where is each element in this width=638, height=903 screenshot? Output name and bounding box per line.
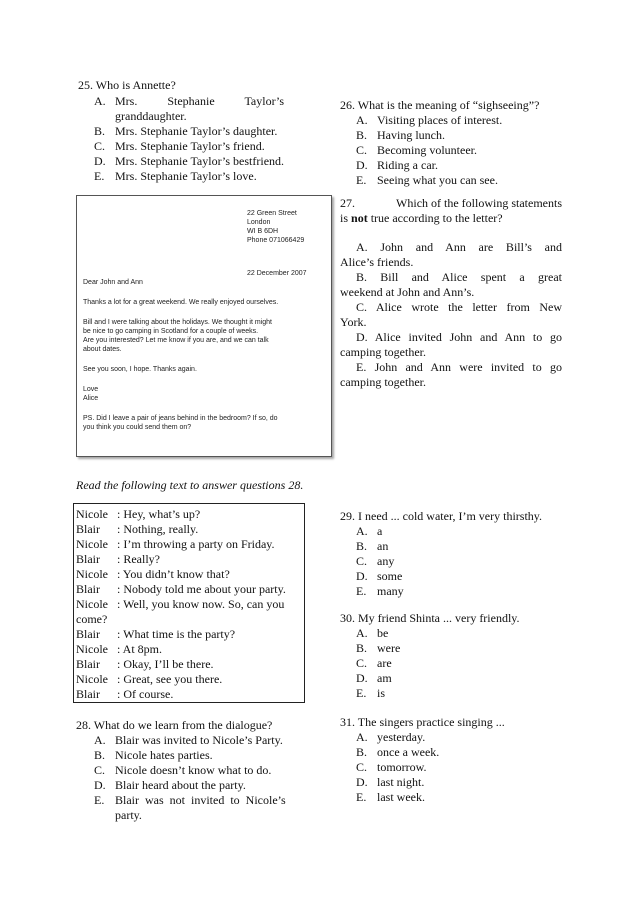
option-text: Having lunch. (377, 128, 445, 142)
dialogue-text: : Of course. (117, 687, 174, 701)
letter-paragraph-1: Thanks a lot for a great weekend. We really enjoyed ourselves. (83, 299, 279, 306)
option-letter: E. (356, 686, 367, 700)
option-line: weekend at John and Ann’s. (340, 285, 475, 299)
dialogue-speaker: Nicole (76, 642, 108, 656)
dialogue-text: : Okay, I’ll be there. (117, 657, 214, 671)
option-text: Blair heard about the party. (115, 778, 246, 792)
option-text: some (377, 569, 403, 583)
q27-option-b[interactable] (340, 270, 562, 300)
q27-stem-rest: true according to the letter? (370, 211, 503, 225)
option-letter: A. (356, 730, 368, 744)
option-letter: E. (94, 793, 105, 807)
option-letter: A. (356, 113, 368, 127)
q27-option-c[interactable] (340, 300, 562, 330)
option-text: once a week. (377, 745, 440, 759)
q28-stem: 28. What do we learn from the dialogue? (76, 718, 273, 732)
option-line: A. John and Ann are Bill’s and (356, 240, 562, 254)
q27-option-e[interactable] (340, 360, 562, 390)
option-text: Riding a car. (377, 158, 438, 172)
letter-greeting: Dear John and Ann (83, 279, 143, 286)
letter-paragraph-3: See you soon, I hope. Thanks again. (83, 366, 197, 373)
option-text: last week. (377, 790, 425, 804)
option-text: am (377, 671, 392, 685)
option-text: a (377, 524, 383, 538)
reading-instruction: Read the following text to answer questions 28. (76, 478, 304, 492)
option-line: D. Alice invited John and Ann to go (356, 330, 562, 344)
dialogue-text: : Well, you know now. So, can you (117, 597, 285, 611)
option-text: Nicole hates parties. (115, 748, 213, 762)
dialogue-box (73, 503, 305, 703)
option-letter: C. (356, 656, 368, 670)
letter-address-line: Phone 071066429 (247, 237, 305, 244)
option-letter: A. (94, 733, 106, 747)
option-letter: A. (356, 524, 368, 538)
option-text: Seeing what you can see. (377, 173, 498, 187)
option-line: B. Bill and Alice spent a great (356, 270, 562, 284)
dialogue-text: : Nothing, really. (117, 522, 199, 536)
option-line: C. Alice wrote the letter from New (356, 300, 562, 314)
q27-stem-not: not (351, 211, 368, 225)
option-text: yesterday. (377, 730, 426, 744)
q31-stem: 31. The singers practice singing ... (340, 715, 505, 729)
q25-stem: 25. Who is Annette? (78, 78, 176, 92)
option-text: are (377, 656, 392, 670)
option-text: Mrs. Stephanie Taylor’s love. (115, 169, 257, 183)
option-text: is (377, 686, 386, 700)
letter-date: 22 December 2007 (247, 270, 307, 277)
q27-number: 27. (340, 196, 355, 210)
q30-stem: 30. My friend Shinta ... very friendly. (340, 611, 520, 625)
option-text: an (377, 539, 389, 553)
letter-paragraph-2-line: Are you interested? Let me know if you are, and we can talk (83, 337, 269, 344)
option-text: Visiting places of interest. (377, 113, 503, 127)
letter-paragraph-2-line: be nice to go camping in Scotland for a couple of weeks. (83, 328, 259, 335)
dialogue-speaker: Blair (76, 657, 100, 671)
q27-stem-text: Which of the following statements (396, 196, 562, 210)
letter-ps-line: PS. Did I leave a pair of jeans behind in the bedroom? If so, do (83, 415, 278, 422)
option-text: Mrs. Stephanie Taylor’s (115, 94, 285, 108)
option-text: Nicole doesn’t know what to do. (115, 763, 272, 777)
option-text: last night. (377, 775, 425, 789)
letter-address-line: WI B 6DH (247, 228, 279, 235)
option-letter: D. (356, 569, 368, 583)
option-text: tomorrow. (377, 760, 427, 774)
letter-address-line: London (247, 219, 271, 226)
q27-option-a[interactable] (340, 240, 562, 270)
dialogue-text: : What time is the party? (117, 627, 236, 641)
option-text: Blair was not invited to Nicole’s (115, 793, 286, 807)
option-text: any (377, 554, 395, 568)
option-letter: C. (356, 554, 368, 568)
dialogue-speaker: Blair (76, 687, 100, 701)
dialogue-speaker: Blair (76, 627, 100, 641)
option-letter: B. (356, 745, 368, 759)
option-line: camping together. (340, 375, 426, 389)
q27-stem-is: is (340, 211, 349, 225)
dialogue-speaker: Nicole (76, 507, 108, 521)
dialogue-speaker: Nicole (76, 567, 108, 581)
letter-closing: Love (83, 386, 99, 393)
option-letter: D. (356, 775, 368, 789)
option-line: camping together. (340, 345, 426, 359)
option-letter: C. (356, 143, 368, 157)
dialogue-text: : Hey, what’s up? (117, 507, 201, 521)
option-text: Mrs. Stephanie Taylor’s bestfriend. (115, 154, 285, 168)
letter-image (76, 195, 332, 457)
option-letter: A. (94, 94, 106, 108)
option-letter: E. (356, 173, 367, 187)
option-line: E. John and Ann were invited to go (356, 360, 562, 374)
option-letter: D. (356, 158, 368, 172)
option-letter: E. (356, 790, 367, 804)
option-text: Blair was invited to Nicole’s Party. (115, 733, 283, 747)
letter-paragraph-2-line: Bill and I were talking about the holidays. We thought it might (83, 319, 272, 326)
option-letter: B. (356, 539, 368, 553)
option-letter: B. (94, 748, 106, 762)
dialogue-text: : I’m throwing a party on Friday. (117, 537, 275, 551)
option-letter: E. (356, 584, 367, 598)
letter-signature: Alice (83, 395, 99, 402)
option-letter: C. (94, 139, 106, 153)
q29-stem: 29. I need ... cold water, I’m very thirsthy. (340, 509, 543, 523)
option-letter: C. (94, 763, 106, 777)
dialogue-text: : Really? (117, 552, 160, 566)
option-letter: C. (356, 760, 368, 774)
dialogue-text: : Nobody told me about your party. (117, 582, 286, 596)
dialogue-text: : Great, see you there. (117, 672, 223, 686)
option-text: party. (115, 808, 142, 822)
option-text: many (377, 584, 404, 598)
q26-stem: 26. What is the meaning of “sighseeing”? (340, 98, 540, 112)
option-letter: A. (356, 626, 368, 640)
option-letter: B. (94, 124, 106, 138)
option-line: York. (340, 315, 367, 329)
dialogue-speaker: Nicole (76, 672, 108, 686)
option-letter: E. (94, 169, 105, 183)
option-text: Becoming volunteer. (377, 143, 477, 157)
option-text: granddaughter. (115, 109, 187, 123)
option-letter: D. (94, 778, 106, 792)
dialogue-speaker: Nicole (76, 597, 108, 611)
letter-paragraph-2-line: about dates. (83, 346, 122, 353)
dialogue-text: : You didn’t know that? (117, 567, 230, 581)
option-letter: D. (356, 671, 368, 685)
dialogue-speaker: Blair (76, 522, 100, 536)
option-text: were (377, 641, 401, 655)
option-text: be (377, 626, 389, 640)
option-line: Alice’s friends. (340, 255, 414, 269)
letter-ps-line: you think you could send them on? (83, 424, 192, 431)
dialogue-speaker: Blair (76, 552, 100, 566)
option-letter: D. (94, 154, 106, 168)
dialogue-speaker: Nicole (76, 537, 108, 551)
option-text: Mrs. Stephanie Taylor’s daughter. (115, 124, 278, 138)
dialogue-speaker: Blair (76, 582, 100, 596)
dialogue-continuation: come? (76, 612, 108, 626)
letter-address-line: 22 Green Street (247, 210, 297, 217)
q27-stem-line2 (340, 211, 503, 226)
q27-stem-line1 (340, 196, 562, 211)
option-text: Mrs. Stephanie Taylor’s friend. (115, 139, 265, 153)
dialogue-text: : At 8pm. (117, 642, 163, 656)
q27-option-d[interactable] (340, 330, 562, 360)
option-letter: B. (356, 641, 368, 655)
option-letter: B. (356, 128, 368, 142)
